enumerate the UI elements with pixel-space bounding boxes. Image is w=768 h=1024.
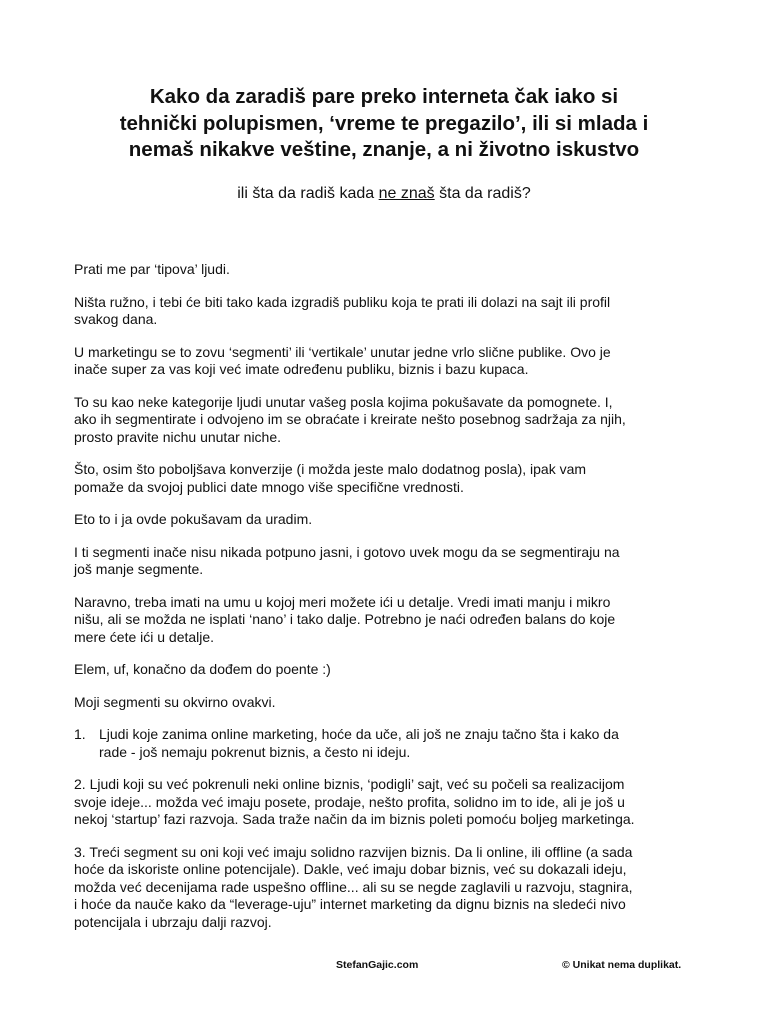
paragraph: [74, 261, 714, 279]
title-line: nemaš nikakve veštine, znanje, a ni životno iskustvo: [128, 138, 640, 161]
paragraph: [74, 344, 714, 379]
document-body: [74, 261, 714, 946]
paragraph-line: To su kao neke kategorije ljudi unutar vašeg posla kojima pokušavate da pomognete. I,: [74, 393, 613, 410]
paragraph-line: Što, osim što poboljšava konverzije (i možda jeste malo dodatnog posla), ipak vam: [74, 461, 587, 477]
paragraph-line: I ti segmenti inače nisu nikada potpuno jasni, i gotovo uvek mogu da se segmentiraju na: [74, 543, 620, 560]
paragraph: [74, 594, 714, 647]
paragraph-line: Naravno, treba imati na umu u kojoj meri možete ići u detalje. Vredi imati manju i mikro: [74, 593, 611, 610]
paragraph-line: još manje segmente.: [74, 561, 204, 577]
paragraph-line: svoje ideje... možda već imaju posete, prodaje, nešto profita, solidno im to ide, ali je još u: [74, 793, 625, 810]
paragraph: [74, 461, 714, 496]
title-line: tehnički polupismen, ‘vreme te pregazilo’, ili si mlada i: [119, 111, 649, 135]
subtitle-text-after: šta da radiš?: [434, 185, 531, 202]
paragraph-line: ako ih segmentirate i odvojeno im se obraćate i kreirate nešto posebnog sadržaja za njih,: [74, 411, 626, 427]
paragraph-line: nekoj ‘startup’ fazi razvoja. Sada traže način da im biznis poleti pomoću boljeg marketinga.: [74, 811, 635, 827]
paragraph-line: nišu, ali se možda ne isplati ‘nano’ i tako dalje. Potrebno je naći određen balans do koje: [74, 611, 616, 627]
list-item-number: 1.: [74, 726, 86, 742]
footer-notice: © Unikat nema duplikat.: [562, 959, 682, 971]
paragraph-line: Elem, uf, konačno da dođem do poente :): [74, 661, 331, 677]
paragraph: [74, 511, 714, 529]
paragraph-line: 2. Ljudi koji su već pokrenuli neki online biznis, ‘podigli’ sajt, već su počeli sa realizacijom: [74, 776, 625, 792]
paragraph-line: možda već decenijama rade uspešno offline... ali su se negde zaglavili u razvoju, stagnira,: [74, 878, 633, 895]
paragraph: [74, 661, 714, 679]
list-item-line: Ljudi koje zanima online marketing, hoće da uče, ali još ne znaju tačno šta i kako da: [99, 726, 619, 742]
paragraph-line: inače super za vas koji već imate određenu publiku, biznis i bazu kupaca.: [74, 361, 529, 377]
subtitle-text-before: ili šta da radiš kada: [237, 185, 379, 202]
paragraph-segment-2: [74, 776, 714, 829]
paragraph: [74, 544, 714, 579]
paragraph: [74, 294, 714, 329]
subtitle-underlined-text: ne znaš: [378, 185, 435, 202]
paragraph: [74, 694, 714, 712]
paragraph-line: hoće da iskoriste online potencijale). Dakle, već imaju dobar biznis, već su dokazali ideju,: [74, 861, 627, 877]
list-item-line: rade - još nemaju pokrenut biznis, a često ni ideju.: [99, 743, 411, 760]
paragraph-line: mere ćete ići u detalje.: [74, 628, 215, 645]
paragraph-line: Moji segmenti su okvirno ovakvi.: [74, 693, 276, 710]
document-title: [60, 84, 708, 164]
footer-site: StefanGajic.com: [336, 959, 419, 971]
paragraph-line: Eto to i ja ovde pokušavam da uradim.: [74, 511, 313, 527]
paragraph-line: 3. Treći segment su oni koji već imaju solidno razvijen biznis. Da li online, ili offline (a sada: [74, 843, 633, 860]
title-line: Kako da zaradiš pare preko interneta čak iako si: [149, 85, 619, 108]
paragraph-line: pomaže da svojoj publici date mnogo više specifične vrednosti.: [74, 478, 464, 495]
paragraph-line: prosto pravite nichu unutar niche.: [74, 428, 282, 445]
paragraph-line: svakog dana.: [74, 311, 158, 327]
document-subtitle: [60, 183, 708, 205]
paragraph-line: i hoće da nauče kako da “leverage-uju” internet marketing da dignu biznis na sledeći nivo: [74, 896, 626, 912]
paragraph-line: Prati me par ‘tipova’ ljudi.: [74, 261, 230, 277]
paragraph: [74, 394, 714, 447]
list-item-text: [99, 726, 619, 761]
paragraph-line: potencijala i ubrzaju dalji razvoj.: [74, 913, 272, 930]
paragraph-segment-3: [74, 844, 714, 932]
paragraph-line: Ništa ružno, i tebi će biti tako kada izgradiš publiku koja te prati ili dolazi na sajt ili profil: [74, 293, 611, 310]
paragraph-line: U marketingu se to zovu ‘segmenti’ ili ‘vertikale’ unutar jedne vrlo slične publike. Ovo je: [74, 343, 611, 360]
numbered-list-item: [74, 726, 714, 761]
